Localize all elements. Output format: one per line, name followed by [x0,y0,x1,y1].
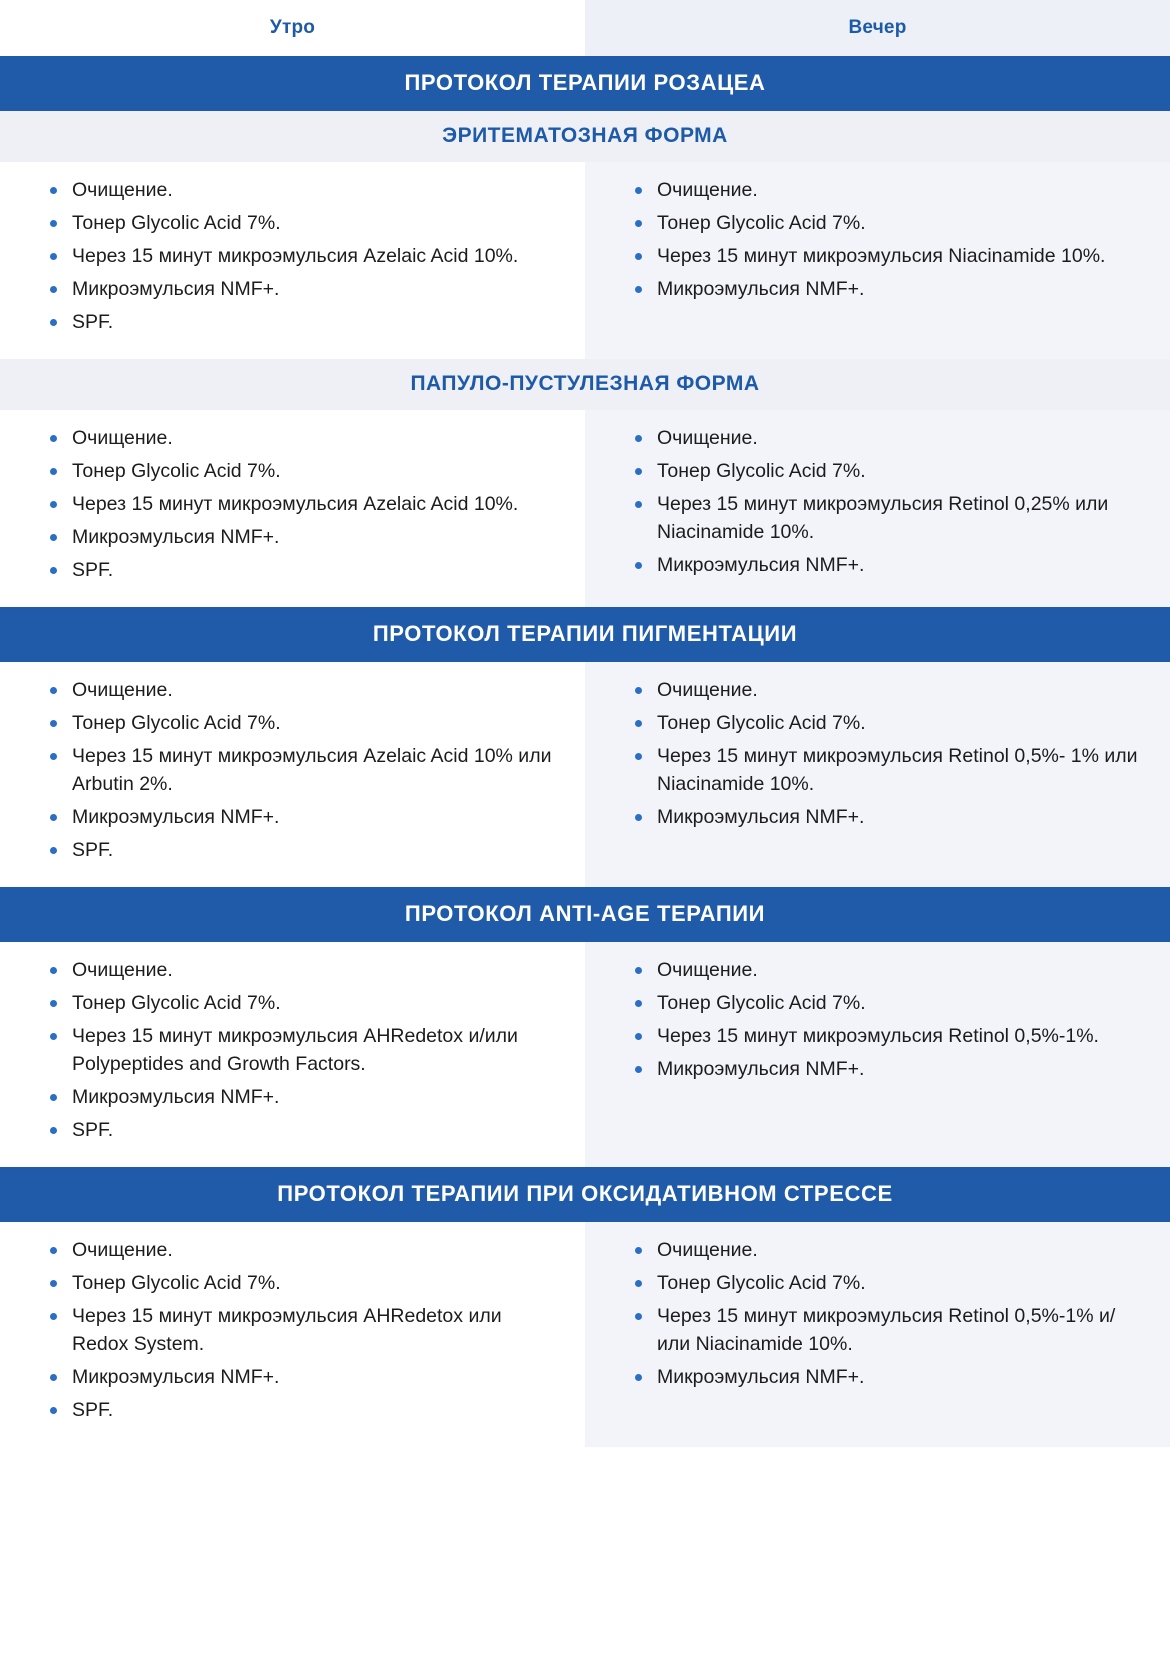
routine-column-morning [0,942,585,1167]
routine-step: Микроэмульсия NMF+. [48,803,555,831]
routine-step-list [48,956,555,1144]
routine-column-evening [585,410,1170,607]
routine-step: SPF. [48,308,555,336]
routine-step: Микроэмульсия NMF+. [633,803,1140,831]
routine-step: Тонер Glycolic Acid 7%. [48,1269,555,1297]
routine-column-evening [585,662,1170,887]
routine-step: Тонер Glycolic Acid 7%. [48,457,555,485]
routine-step-list [48,676,555,864]
routine-step: Через 15 минут микроэмульсия Niacinamide 10%. [633,242,1140,270]
routine-column-evening [585,162,1170,359]
protocol-banner: ПРОТОКОЛ ТЕРАПИИ ПИГМЕНТАЦИИ [0,607,1170,662]
routine-step: Тонер Glycolic Acid 7%. [633,457,1140,485]
routine-step: Через 15 минут микроэмульсия Retinol 0,5%-1% и/или Niacinamide 10%. [633,1302,1140,1358]
column-header-evening: Вечер [585,0,1170,56]
routine-step-list [48,424,555,584]
routine-step: Микроэмульсия NMF+. [633,551,1140,579]
routine-step-list [48,176,555,336]
routine-step: Тонер Glycolic Acid 7%. [633,709,1140,737]
routine-step: Микроэмульсия NMF+. [48,275,555,303]
routine-step: Через 15 минут микроэмульсия Retinol 0,5%- 1% или Niacinamide 10%. [633,742,1140,798]
routine-step: Микроэмульсия NMF+. [48,523,555,551]
column-header-morning: Утро [0,0,585,56]
routine-step: Тонер Glycolic Acid 7%. [48,209,555,237]
routine-step: SPF. [48,1396,555,1424]
routine-step: Микроэмульсия NMF+. [633,1363,1140,1391]
routine-step: Тонер Glycolic Acid 7%. [633,989,1140,1017]
routine-step: Тонер Glycolic Acid 7%. [48,989,555,1017]
routine-column-evening [585,1222,1170,1447]
routine-block [0,1222,1170,1447]
routine-step: Очищение. [633,676,1140,704]
protocol-banner: ПРОТОКОЛ ANTI-AGE ТЕРАПИИ [0,887,1170,942]
routine-step: Очищение. [633,956,1140,984]
routine-step: Через 15 минут микроэмульсия AHRedetox и/или Polypeptides and Growth Factors. [48,1022,555,1078]
protocol-banner: ПРОТОКОЛ ТЕРАПИИ РОЗАЦЕА [0,56,1170,111]
routine-step: Очищение. [48,676,555,704]
routine-step: Очищение. [48,424,555,452]
routine-column-morning [0,662,585,887]
routine-step-list [633,176,1140,303]
routine-step: Тонер Glycolic Acid 7%. [633,209,1140,237]
routine-column-morning [0,1222,585,1447]
routine-step: Через 15 минут микроэмульсия Retinol 0,5%-1%. [633,1022,1140,1050]
routine-step: Очищение. [48,176,555,204]
routine-step: Микроэмульсия NMF+. [48,1083,555,1111]
routine-step: Микроэмульсия NMF+. [633,275,1140,303]
routine-step: Очищение. [48,956,555,984]
form-subheading: ЭРИТЕМАТОЗНАЯ ФОРМА [0,111,1170,162]
form-subheading: ПАПУЛО-ПУСТУЛЕЗНАЯ ФОРМА [0,359,1170,410]
routine-step: Очищение. [633,176,1140,204]
routine-column-evening [585,942,1170,1167]
routine-step: SPF. [48,556,555,584]
routine-step: Через 15 минут микроэмульсия Retinol 0,25% или Niacinamide 10%. [633,490,1140,546]
routine-step: Микроэмульсия NMF+. [633,1055,1140,1083]
routine-step: Тонер Glycolic Acid 7%. [633,1269,1140,1297]
routine-step-list [48,1236,555,1424]
page-footer-space [0,1447,1170,1617]
routine-block [0,942,1170,1167]
routine-step: Через 15 минут микроэмульсия Azelaic Acid 10%. [48,490,555,518]
routine-step-list [633,676,1140,831]
routine-step: Через 15 минут микроэмульсия AHRedetox или Redox System. [48,1302,555,1358]
routine-column-morning [0,410,585,607]
routine-block [0,162,1170,359]
routine-step: SPF. [48,1116,555,1144]
routine-step: Очищение. [633,424,1140,452]
routine-step: Тонер Glycolic Acid 7%. [48,709,555,737]
column-header-row [0,0,1170,56]
routine-step: Через 15 минут микроэмульсия Azelaic Acid 10% или Arbutin 2%. [48,742,555,798]
routine-column-morning [0,162,585,359]
routine-step: Микроэмульсия NMF+. [48,1363,555,1391]
routine-step: Очищение. [633,1236,1140,1264]
routine-step-list [633,424,1140,579]
sections-container [0,56,1170,1447]
routine-block [0,662,1170,887]
routine-step: Очищение. [48,1236,555,1264]
routine-step-list [633,1236,1140,1391]
routine-step-list [633,956,1140,1083]
protocol-banner: ПРОТОКОЛ ТЕРАПИИ ПРИ ОКСИДАТИВНОМ СТРЕССЕ [0,1167,1170,1222]
routine-step: Через 15 минут микроэмульсия Azelaic Acid 10%. [48,242,555,270]
routine-block [0,410,1170,607]
routine-step: SPF. [48,836,555,864]
